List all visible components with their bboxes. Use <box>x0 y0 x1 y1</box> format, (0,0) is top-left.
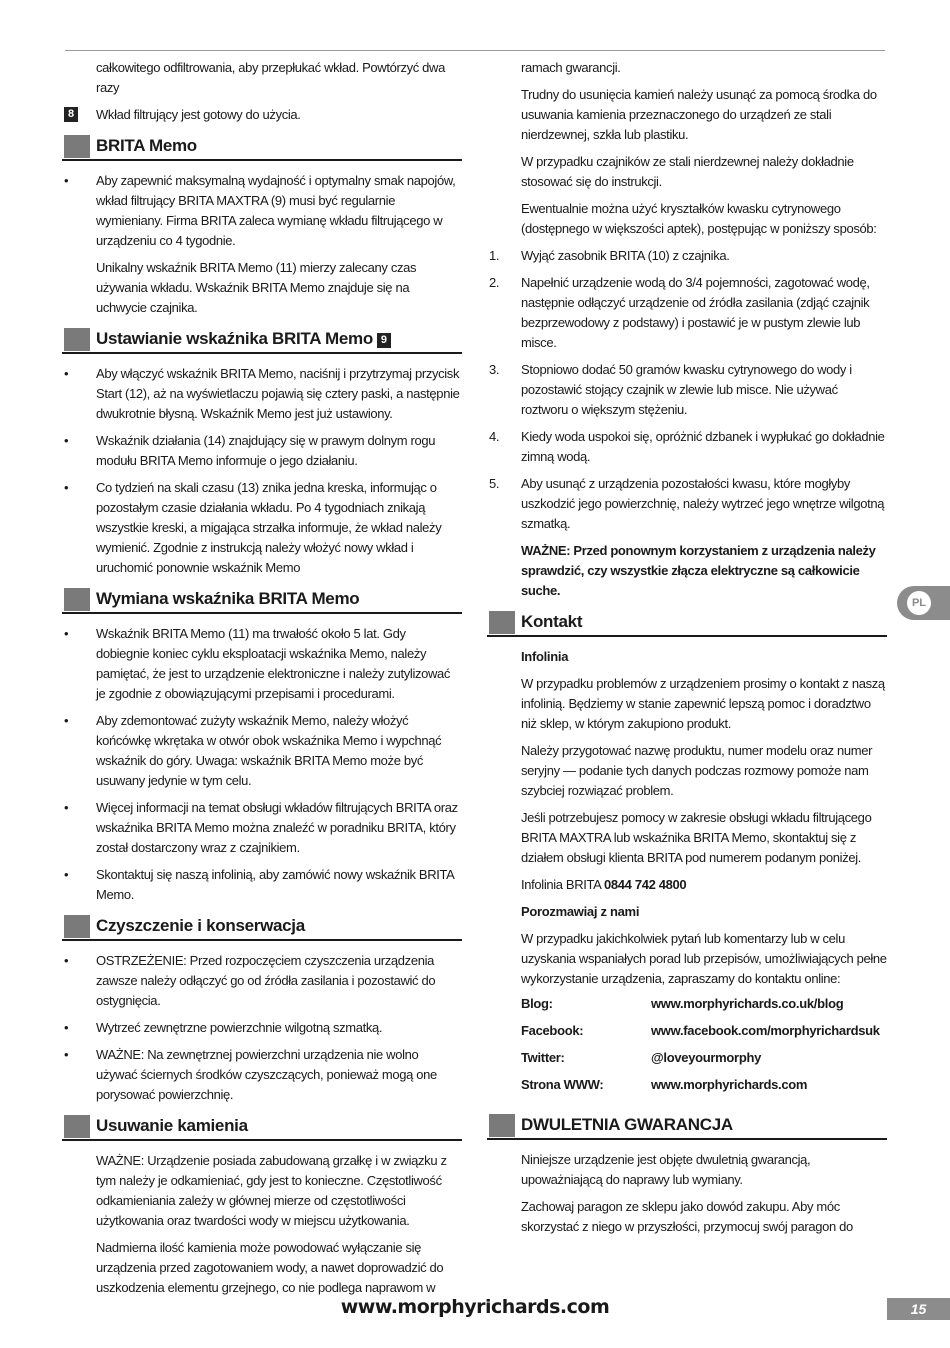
heading-square <box>64 915 90 938</box>
heading-text: DWULETNIA GWARANCJA <box>521 1115 733 1134</box>
right-column <box>487 58 887 1244</box>
bullet-icon: • <box>64 953 69 968</box>
footer-url: www.morphyrichards.com <box>340 1296 610 1318</box>
step-text: Aby usunąć z urządzenia pozostałości kwasu, które mogłyby uszkodzić jego powierzchnię, należy wytrzeć jego wnętrze wilgotną szmatką. <box>521 476 885 531</box>
heading-text: Wymiana wskaźnika BRITA Memo <box>96 589 360 608</box>
section-heading-contact <box>487 611 887 637</box>
contact-paragraph: Jeśli potrzebujesz pomocy w zakresie obsługi wkładu filtrującego BRITA MAXTRA lub wskaźnika BRITA Memo, skontaktuj się z działem obsługi klienta BRITA pod numerem podanym poniżej. <box>521 810 872 865</box>
descaling-paragraph: WAŻNE: Urządzenie posiada zabudowaną grzałkę i w związku z tym należy je odkamieniać, gdy jest to konieczne. Częstotliwość odkamieniania zależy w głównej mierze od częstotliwości użytkowania oraz twardości wody w miejscu użytkowania. <box>96 1153 447 1228</box>
bullet-icon: • <box>64 1020 69 1035</box>
contact-row-blog <box>487 996 887 1023</box>
top-rule <box>65 50 885 51</box>
contact-label: Facebook: <box>521 1023 584 1038</box>
list-item-text: Aby zdemontować zużyty wskaźnik Memo, należy włożyć końcówkę wkrętaka w otwór obok wskaźnika Memo i wypchnąć wskaźnik do góry. Uwaga: wskaźnik BRITA Memo może być usuwany jedynie w tym celu. <box>96 713 442 788</box>
step-number: 1. <box>489 248 500 263</box>
list-item-text: Aby włączyć wskaźnik BRITA Memo, naciśnij i przytrzymaj przycisk Start (12), aż na wyświetlaczu pojawią się cztery paski, a następnie dwukrotnie błysną. Wskaźnik Memo jest już ustawiony. <box>96 366 460 421</box>
twitter-link[interactable]: @loveyourmorphy <box>651 1050 762 1065</box>
heading-square <box>489 611 515 634</box>
step-8 <box>62 105 462 125</box>
heading-text: Usuwanie kamienia <box>96 1116 248 1135</box>
step-number-badge: 8 <box>64 107 78 122</box>
contact-paragraph: W przypadku problemów z urządzeniem prosimy o kontakt z naszą infolinią. Będziemy w stanie zapewnić lepszą pomoc i doradztwo niż sklep, w którym zakupiono produkt. <box>521 676 885 731</box>
bullet-icon: • <box>64 366 69 381</box>
contact-label: Strona WWW: <box>521 1077 604 1092</box>
contact-label: Twitter: <box>521 1050 565 1065</box>
list-item <box>62 478 462 578</box>
numbered-step <box>487 273 887 353</box>
list-item-text: Skontaktuj się naszą infolinią, aby zamówić nowy wskaźnik BRITA Memo. <box>96 867 454 902</box>
numbered-step <box>487 427 887 467</box>
list-item <box>62 624 462 704</box>
heading-square <box>489 1114 515 1137</box>
list-item <box>62 1018 462 1038</box>
bullet-icon: • <box>64 800 69 815</box>
heading-text: BRITA Memo <box>96 136 197 155</box>
step-number: 5. <box>489 476 500 491</box>
heading-square <box>64 328 90 351</box>
bullet-icon: • <box>64 173 69 188</box>
contact-paragraph: Należy przygotować nazwę produktu, numer modelu oraz numer seryjny — podanie tych danych podczas rozmowy pomoże nam szybciej rozwiązać problem. <box>521 743 873 798</box>
list-item <box>62 364 462 424</box>
list-item-text: Co tydzień na skali czasu (13) znika jedna kreska, informując o pozostałym czasie działania wkładu. Po 4 tygodniach znikają wszystkie kreski, a migająca strzałka informuje, że wkład należy wymienić. Zgodnie z instrukcją należy włożyć nowy wkład i uruchomić ponownie wskaźnik Memo <box>96 480 442 575</box>
contact-row-website <box>487 1077 887 1104</box>
heading-square <box>64 1115 90 1138</box>
list-item-text: Wytrzeć zewnętrzne powierzchnie wilgotną szmatką. <box>96 1020 383 1035</box>
list-item <box>62 798 462 858</box>
contact-row-facebook <box>487 1023 887 1050</box>
list-item <box>62 171 462 251</box>
section-heading-warranty <box>487 1114 887 1140</box>
descaling-paragraph: Nadmierna ilość kamienia może powodować wyłączanie się urządzenia przed zagotowaniem wody, a nawet doprowadzić do uszkodzenia elementu grzejnego, co nie podlega naprawom w <box>96 1240 444 1295</box>
continued-line: ramach gwarancji. <box>521 60 621 75</box>
section-heading-cleaning <box>62 915 462 941</box>
step-8-text: Wkład filtrujący jest gotowy do użycia. <box>96 107 301 122</box>
numbered-step <box>487 360 887 420</box>
bullet-icon: • <box>64 626 69 641</box>
bullet-icon: • <box>64 713 69 728</box>
heading-text: Czyszczenie i konserwacja <box>96 916 305 935</box>
descaling-paragraph: Trudny do usunięcia kamień należy usunąć za pomocą środka do usuwania kamienia przeznaczonego do urządzeń ze stali nierdzewnej, szkła lub plastiku. <box>521 87 877 142</box>
list-item-text: Więcej informacji na temat obsługi wkładów filtrujących BRITA oraz wskaźnika BRITA Memo można znaleźć w poradniku BRITA, który został dostarczony wraz z czajnikiem. <box>96 800 458 855</box>
contact-label: Blog: <box>521 996 553 1011</box>
heading-text: Kontakt <box>521 612 583 631</box>
list-item-text: WAŻNE: Na zewnętrznej powierzchni urządzenia nie wolno używać ściernych środków czyszczących, ponieważ mogą one porysować powierzchnię. <box>96 1047 437 1102</box>
important-warning: WAŻNE: Przed ponownym korzystaniem z urządzenia należy sprawdzić, czy wszystkie złącza elektryczne są całkowicie suche. <box>521 543 876 598</box>
intro-line: całkowitego odfiltrowania, aby przepłukać wkład. Powtórzyć dwa razy <box>96 60 445 95</box>
warranty-paragraph: Niniejsze urządzenie jest objęte dwuletnią gwarancją, upoważniającą do naprawy lub wymiany. <box>521 1152 811 1187</box>
list-item-text: OSTRZEŻENIE: Przed rozpoczęciem czyszczenia urządzenia zawsze należy odłączyć go od źródła zasilania i pozostawić do ostygnięcia. <box>96 953 436 1008</box>
list-item-text: Wskaźnik działania (14) znajdujący się w prawym dolnym rogu modułu BRITA Memo informuje o jego działaniu. <box>96 433 436 468</box>
section-heading-replace <box>62 588 462 614</box>
brita-helpline-number: 0844 742 4800 <box>604 877 687 892</box>
bullet-icon: • <box>64 867 69 882</box>
heading-square <box>64 588 90 611</box>
left-column <box>62 58 462 1305</box>
list-item-text: Aby zapewnić maksymalną wydajność i optymalny smak napojów, wkład filtrujący BRITA MAXTRA (9) musi być regularnie wymieniany. Firma BRITA zaleca wymianę wkładu filtrującego w urządzeniu co 4 tygodnie. <box>96 173 456 248</box>
step-text: Wyjąć zasobnik BRITA (10) z czajnika. <box>521 248 730 263</box>
step-number: 2. <box>489 275 500 290</box>
language-code: PL <box>907 591 931 615</box>
step-text: Napełnić urządzenie wodą do 3/4 pojemności, zagotować wodę, następnie odłączyć urządzenie od źródła zasilania (zdjąć czajnik bezprzewodowy z podstawy) i postawić je w pustym zlewie lub misce. <box>521 275 870 350</box>
list-item <box>62 1045 462 1105</box>
infolinia-label: Infolinia <box>521 649 569 664</box>
contact-paragraph: W przypadku jakichkolwiek pytań lub komentarzy lub w celu uzyskania wspaniałych porad lub przepisów, umożliwiających pełne wykorzystanie urządzenia, zapraszamy do kontaktu online: <box>521 931 887 986</box>
section-heading-descaling <box>62 1115 462 1141</box>
step-number: 3. <box>489 362 500 377</box>
list-item-text: Wskaźnik BRITA Memo (11) ma trwałość około 5 lat. Gdy dobiegnie koniec cyklu eksploatacji wskaźnika Memo, należy pamiętać, że jest to urządzenie elektroniczne i należy zutylizować je zgodnie z obowiązującymi przepisami i procedurami. <box>96 626 451 701</box>
language-tab <box>897 586 950 620</box>
page-number: 15 <box>887 1298 950 1320</box>
contact-row-twitter <box>487 1050 887 1077</box>
list-item <box>62 951 462 1011</box>
talk-label: Porozmawiaj z nami <box>521 904 640 919</box>
brita-helpline-label: Infolinia BRITA <box>521 877 605 892</box>
bullet-icon: • <box>64 480 69 495</box>
website-link[interactable]: www.morphyrichards.com <box>651 1077 808 1092</box>
descaling-paragraph: Ewentualnie można użyć kryształków kwasku cytrynowego (dostępnego w większości aptek), postępując w poniższy sposób: <box>521 201 877 236</box>
step-number-badge: 9 <box>377 333 391 348</box>
list-item <box>62 865 462 905</box>
facebook-link[interactable]: www.facebook.com/morphyrichardsuk <box>651 1023 880 1038</box>
heading-square <box>64 135 90 158</box>
warranty-paragraph: Zachowaj paragon ze sklepu jako dowód zakupu. Aby móc skorzystać z niego w przyszłości, przymocuj swój paragon do <box>521 1199 853 1234</box>
list-item <box>62 431 462 471</box>
heading-text <box>96 329 391 349</box>
section-heading-setting <box>62 328 462 354</box>
memo-paragraph: Unikalny wskaźnik BRITA Memo (11) mierzy zalecany czas używania wkładu. Wskaźnik BRITA Memo znajduje się na uchwycie czajnika. <box>96 260 417 315</box>
step-number: 4. <box>489 429 500 444</box>
brita-helpline <box>521 875 887 895</box>
numbered-step <box>487 474 887 534</box>
step-text: Stopniowo dodać 50 gramów kwasku cytrynowego do wody i pozostawić stojący czajnik w zlewie lub misce. Nie używać roztworu o większym stężeniu. <box>521 362 852 417</box>
heading-label: Ustawianie wskaźnika BRITA Memo <box>96 329 373 348</box>
bullet-icon: • <box>64 1047 69 1062</box>
descaling-paragraph: W przypadku czajników ze stali nierdzewnej należy dokładnie stosować się do instrukcji. <box>521 154 854 189</box>
numbered-step <box>487 246 887 266</box>
section-heading-memo <box>62 135 462 161</box>
step-text: Kiedy woda uspokoi się, opróżnić dzbanek i wypłukać go dokładnie zimną wodą. <box>521 429 885 464</box>
bullet-icon: • <box>64 433 69 448</box>
list-item <box>62 711 462 791</box>
blog-link[interactable]: www.morphyrichards.co.uk/blog <box>651 996 844 1011</box>
